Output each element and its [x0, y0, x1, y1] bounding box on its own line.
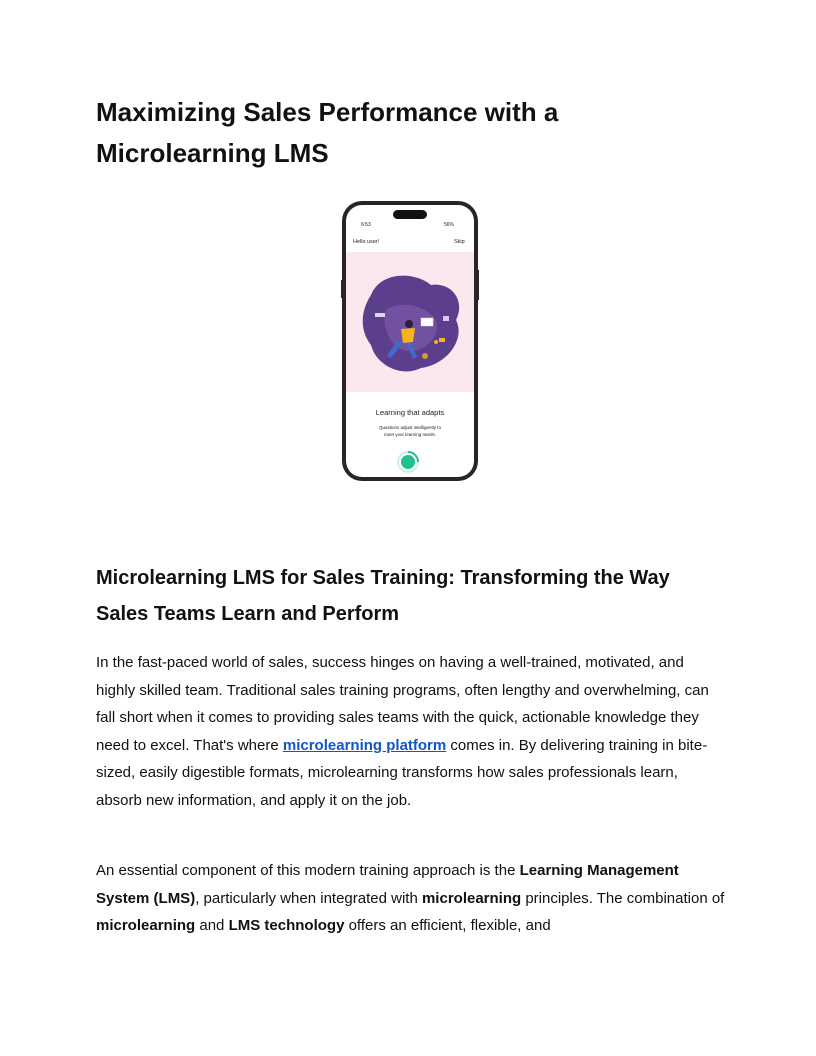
- phone-screenshot-image: [341, 200, 479, 482]
- paragraph-2-bold-microlearning-2: microlearning: [96, 917, 196, 935]
- phone-greeting: Hello user!: [353, 239, 380, 245]
- status-battery: 56%: [444, 222, 455, 228]
- phone-headline: Learning that adapts: [375, 408, 445, 417]
- paragraph-2-bold-microlearning: microlearning: [421, 889, 522, 907]
- paragraph-2-text-4: and: [195, 917, 229, 935]
- paragraph-2-text-3: principles. The combination of: [521, 889, 725, 907]
- paragraph-2: [96, 857, 726, 940]
- next-button-fill: [401, 455, 415, 469]
- paragraph-1-text-b: comes in. By delivering training in bite-sized, easily digestible formats, microlearning transforms how sales professionals learn, absorb new information, and apply it on the job.: [96, 736, 708, 809]
- person-icon: [405, 320, 413, 328]
- microlearning-platform-link[interactable]: microlearning platform: [282, 736, 447, 754]
- paragraph-1: [96, 649, 726, 815]
- section-heading: Microlearning LMS for Sales Training: Transforming the Way Sales Teams Learn and Perform: [96, 567, 670, 625]
- phone-subtext-2: meet your learning needs.: [383, 432, 437, 437]
- paragraph-2-bold-lms: Learning Management System (LMS): [96, 862, 679, 907]
- status-time: 6:53: [361, 222, 371, 228]
- phone-subtext-1: Questions adjust intelligently to: [378, 425, 442, 430]
- phone-skip: Skip: [454, 239, 465, 245]
- paragraph-2-text-5: offers an efficient, flexible, and: [344, 917, 551, 935]
- paragraph-1-text-a: In the fast-paced world of sales, success hinges on having a well-trained, motivated, and highly skilled team. Traditional sales training programs, often lengthy and overwhelming, can fall short when it comes to providing sales teams with the quick, actionable knowledge they need to excel. That's where: [96, 654, 709, 754]
- document-title: Maximizing Sales Performance with a Microlearning LMS: [96, 97, 559, 168]
- paragraph-2-bold-lms-technology: LMS technology: [228, 917, 345, 935]
- paragraph-2-text-1: An essential component of this modern training approach is the: [96, 862, 520, 879]
- paragraph-2-text-2: , particularly when integrated with: [195, 889, 422, 907]
